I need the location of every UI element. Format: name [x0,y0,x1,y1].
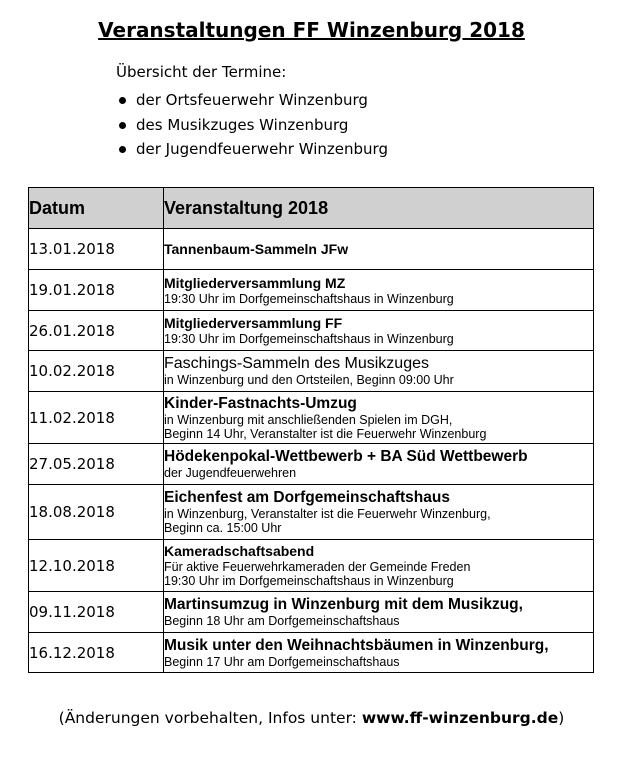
table-row [29,270,594,311]
event-detail: der Jugendfeuerwehren [164,466,297,480]
bullet-item [116,139,388,164]
event-title: Mitgliederversammlung FF [164,315,343,331]
table-row [29,540,594,592]
table-row [29,485,594,540]
event-cell [164,311,594,351]
event-date: 26.01.2018 [29,311,164,351]
event-cell [164,485,594,540]
table-row [29,392,594,444]
event-title: Tannenbaum-Sammeln JFw [164,240,349,257]
event-title: Martinsumzug in Winzenburg mit dem Musikzug, [164,596,523,613]
event-detail: Beginn 14 Uhr, Veranstalter ist die Feuerwehr Winzenburg [164,426,487,441]
event-detail: Für aktive Feuerwehrkameraden der Gemeinde Freden [164,560,471,574]
event-detail: 19:30 Uhr im Dorfgemeinschaftshaus in Winzenburg [164,574,454,588]
table-row [29,633,594,673]
event-detail: 19:30 Uhr im Dorfgemeinschaftshaus in Winzenburg [164,332,454,346]
event-detail: Beginn 18 Uhr am Dorfgemeinschaftshaus [164,614,400,628]
event-date: 13.01.2018 [29,229,164,270]
bullet-icon [119,122,126,129]
intro-text: Übersicht der Termine: [116,63,287,81]
table-row [29,351,594,392]
event-cell [164,229,594,270]
event-date: 16.12.2018 [29,633,164,673]
bullet-label: des Musikzuges Winzenburg [136,115,349,134]
table-header-row [29,188,594,229]
event-cell [164,270,594,311]
events-table [28,187,594,673]
website-link[interactable]: www.ff-winzenburg.de [361,709,559,727]
event-title: Kinder-Fastnachts-Umzug [164,394,357,412]
event-detail: Beginn ca. 15:00 Uhr [164,521,282,535]
event-date: 12.10.2018 [29,540,164,592]
event-detail: Beginn 17 Uhr am Dorfgemeinschaftshaus [164,654,400,669]
event-cell [164,633,594,673]
event-date: 19.01.2018 [29,270,164,311]
event-cell [164,392,594,444]
event-detail: in Winzenburg mit anschließenden Spielen im DGH, [164,412,453,427]
event-date: 10.02.2018 [29,351,164,392]
event-date: 09.11.2018 [29,592,164,633]
page-title: Veranstaltungen FF Winzenburg 2018 [98,18,525,42]
event-title: Eichenfest am Dorfgemeinschaftshaus [164,489,450,506]
event-title: Faschings-Sammeln des Musikzuges [164,355,429,372]
bullet-label: der Jugendfeuerwehr Winzenburg [136,140,388,158]
footer-prefix: (Änderungen vorbehalten, Infos unter: [58,709,362,727]
event-title: Musik unter den Weihnachtsbäumen in Winzenburg, [164,636,549,654]
event-date: 11.02.2018 [29,392,164,444]
event-cell [164,351,594,392]
event-title: Hödekenpokal-Wettbewerb + BA Süd Wettbewerb [164,448,528,465]
table-row [29,592,594,633]
bullet-item [116,90,388,115]
bullet-item [116,115,388,140]
header-event: Veranstaltung 2018 [164,188,594,229]
event-detail: in Winzenburg und den Ortsteilen, Beginn 09:00 Uhr [164,373,454,387]
bullet-icon [119,146,126,153]
table-row [29,229,594,270]
table-row [29,444,594,485]
table-row [29,311,594,351]
event-cell [164,540,594,592]
event-cell [164,444,594,485]
footer-note [0,709,623,727]
event-title: Kameradschaftsabend [164,543,315,559]
bullet-label: der Ortsfeuerwehr Winzenburg [136,91,368,109]
event-date: 27.05.2018 [29,444,164,485]
event-detail: 19:30 Uhr im Dorfgemeinschaftshaus in Winzenburg [164,291,454,306]
footer-suffix: ) [558,709,565,727]
event-detail: in Winzenburg, Veranstalter ist die Feuerwehr Winzenburg, [164,507,491,521]
header-date: Datum [29,188,164,229]
bullet-icon [119,97,126,104]
event-date: 18.08.2018 [29,485,164,540]
event-cell [164,592,594,633]
bullet-list [116,90,388,164]
event-title: Mitgliederversammlung MZ [164,274,346,291]
